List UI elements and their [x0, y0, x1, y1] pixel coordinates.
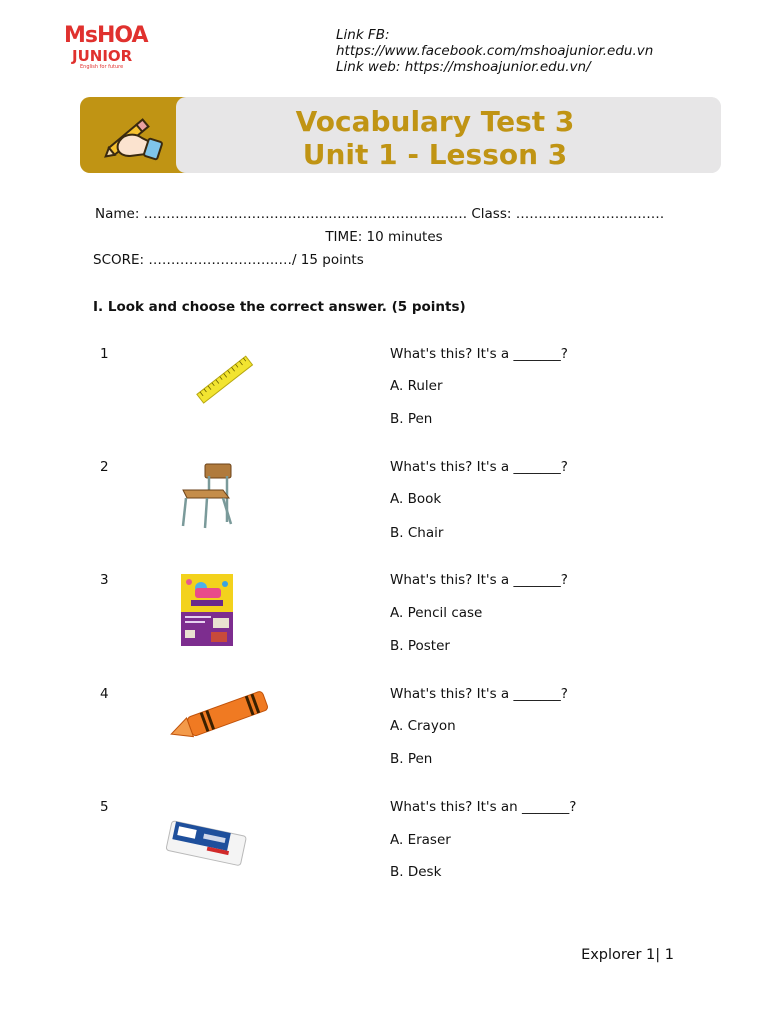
section-title: I. Look and choose the correct answer. (5 points)	[93, 299, 466, 315]
option-b[interactable]: B. Pen	[390, 411, 433, 427]
fb-label: Link FB:	[336, 27, 390, 43]
fb-link[interactable]: https://www.facebook.com/mshoajunior.edu.vn	[336, 43, 654, 59]
question-text: What's this? It's a _______?	[390, 459, 568, 475]
option-b[interactable]: B. Poster	[390, 638, 450, 654]
logo-top-text: MsHOA	[64, 23, 148, 48]
option-a[interactable]: A. Eraser	[390, 832, 451, 848]
poster-picture	[181, 574, 233, 646]
question-number: 5	[100, 799, 109, 815]
ruler-picture	[192, 350, 258, 410]
header-links	[336, 27, 736, 75]
logo-tagline: English for future	[80, 64, 124, 70]
option-b[interactable]: B. Desk	[390, 864, 442, 880]
question-number: 1	[100, 346, 109, 362]
logo-bottom-text: JUNIOR	[72, 47, 133, 65]
hand-writing-pencil-icon	[96, 104, 168, 166]
question-text: What's this? It's a _______?	[390, 346, 568, 362]
brand-logo	[64, 24, 164, 74]
eraser-picture	[162, 808, 248, 880]
question-number: 2	[100, 459, 109, 475]
chair-picture	[177, 460, 237, 530]
page-footer: Explorer 1| 1	[581, 947, 674, 963]
web-link[interactable]: Link web: https://mshoajunior.edu.vn/	[336, 59, 591, 75]
option-b[interactable]: B. Pen	[390, 751, 433, 767]
question-number: 4	[100, 686, 109, 702]
test-title: Vocabulary Test 3	[295, 105, 575, 138]
question-number: 3	[100, 572, 109, 588]
crayon-picture	[166, 690, 276, 742]
question-text: What's this? It's an _______?	[390, 799, 577, 815]
option-a[interactable]: A. Ruler	[390, 378, 443, 394]
option-a[interactable]: A. Crayon	[390, 718, 456, 734]
option-b[interactable]: B. Chair	[390, 525, 444, 541]
test-subtitle: Unit 1 - Lesson 3	[302, 138, 568, 171]
time-line: TIME: 10 minutes	[325, 229, 443, 245]
question-text: What's this? It's a _______?	[390, 686, 568, 702]
name-class-line: Name: ………………………………………………………..……. Class: ……………………………	[95, 206, 665, 222]
option-a[interactable]: A. Pencil case	[390, 605, 483, 621]
score-line: SCORE: ………………………..…/ 15 points	[93, 252, 364, 268]
option-a[interactable]: A. Book	[390, 491, 442, 507]
question-text: What's this? It's a _______?	[390, 572, 568, 588]
